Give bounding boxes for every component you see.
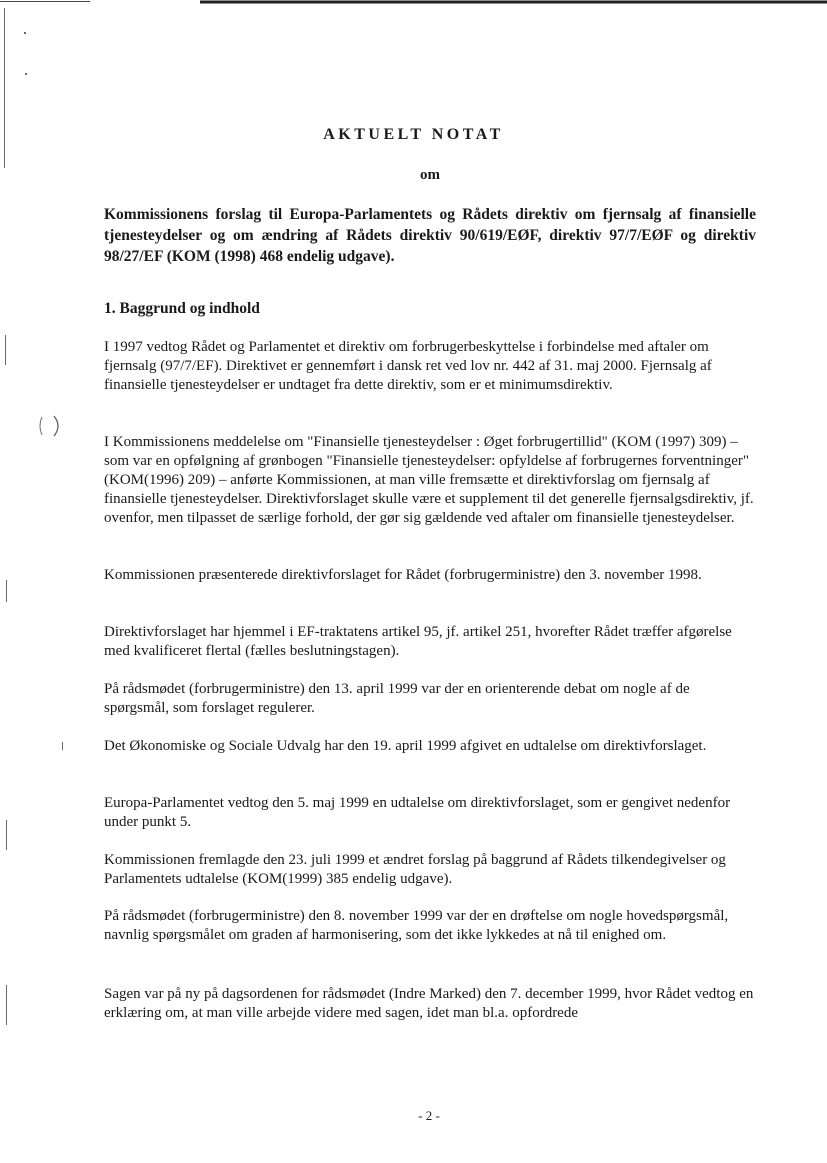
paragraph: Kommissionen fremlagde den 23. juli 1999 et ændret forslag på baggrund af Rådets tilkendegivelser og Parlamentets udtalelse (KOM(1999) 385 endelig udgave).	[104, 852, 726, 887]
paragraph: På rådsmødet (forbrugerministre) den 8. november 1999 var der en drøftelse om nogle hovedspørgsmål, navnlig spørgsmålet om graden af harmonisering, som det ikke lykkedes at nå til enighed om.	[104, 908, 729, 943]
paragraph: På rådsmødet (forbrugerministre) den 13. april 1999 var der en orienterende debat om nogle af de spørgsmål, som forslaget regulerer.	[104, 681, 690, 716]
scan-left-margin-line	[4, 8, 5, 168]
paragraph: Direktivforslaget har hjemmel i EF-traktatens artikel 95, jf. artikel 251, hvorefter Rådet træffer afgørelse med kvalificeret flertal (fælles beslutningstagen).	[104, 624, 732, 659]
section-heading: 1. Baggrund og indhold	[104, 300, 260, 317]
scan-left-margin-line	[6, 985, 7, 1025]
document-title: AKTUELT NOTAT	[323, 126, 504, 143]
document-subtitle: om	[420, 167, 440, 183]
paragraph: Europa-Parlamentet vedtog den 5. maj 1999 en udtalelse om direktivforslaget, som er gengivet nedenfor under punkt 5.	[104, 795, 731, 830]
paragraph: Kommissionen præsenterede direktivforslaget for Rådet (forbrugerministre) den 3. november 1998.	[104, 567, 702, 583]
scan-left-margin-line	[5, 335, 6, 365]
paragraph: Sagen var på ny på dagsordenen for rådsmødet (Indre Marked) den 7. december 1999, hvor Rådet vedtog en erklæring om, at man ville arbejde videre med sagen, idet man bl.a. opfordrede	[104, 986, 754, 1021]
scan-left-margin-line	[6, 580, 7, 602]
paragraph: Det Økonomiske og Sociale Udvalg har den 19. april 1999 afgivet en udtalelse om direktivforslaget.	[104, 738, 707, 754]
paragraph: I 1997 vedtog Rådet og Parlamentet et direktiv om forbrugerbeskyttelse i forbindelse med aftaler om fjernsalg (97/7/EF). Direktivet er gennemført i dansk ret ved lov nr. 442 af 31. maj 2000. Fjernsalg af finansielle tjenesteydelser er undtaget fra dette direktiv, som er et minimumsdirektiv.	[104, 339, 712, 393]
page-number: - 2 -	[418, 1108, 440, 1123]
scan-top-edge	[0, 0, 827, 7]
paragraph: I Kommissionens meddelelse om "Finansielle tjenesteydelser : Øget forbrugertillid" (KOM (1997) 309) – som var en opfølgning af grønbogen "Finansielle tjenesteydelser: opfyldelse af forbrugernes forventninger" (KOM(1996) 209) – anførte Kommissionen, at man ville fremsætte et direktivforslag om fjernsalg af finansielle tjenesteydelser. Direktivforslaget skulle være et supplement til det generelle fjernsalgsdirektiv, jf. ovenfor, men tilpasset de særlige forhold, der gør sig gældende ved aftaler om finansielle tjenesteydelser.	[104, 434, 754, 526]
scan-dot	[62, 742, 63, 750]
scan-dot	[25, 73, 27, 75]
scan-dot	[24, 32, 26, 34]
scan-left-margin-line	[6, 820, 7, 850]
scan-punch-hole-mark	[36, 414, 66, 438]
document-heading: Kommissionens forslag til Europa-Parlamentets og Rådets direktiv om fjernsalg af finansielle tjenesteydelser og om ændring af Rådets direktiv 90/619/EØF, direktiv 97/7/EØF og direktiv 98/27/EF (KOM (1998) 468 endelig udgave).	[104, 206, 756, 265]
